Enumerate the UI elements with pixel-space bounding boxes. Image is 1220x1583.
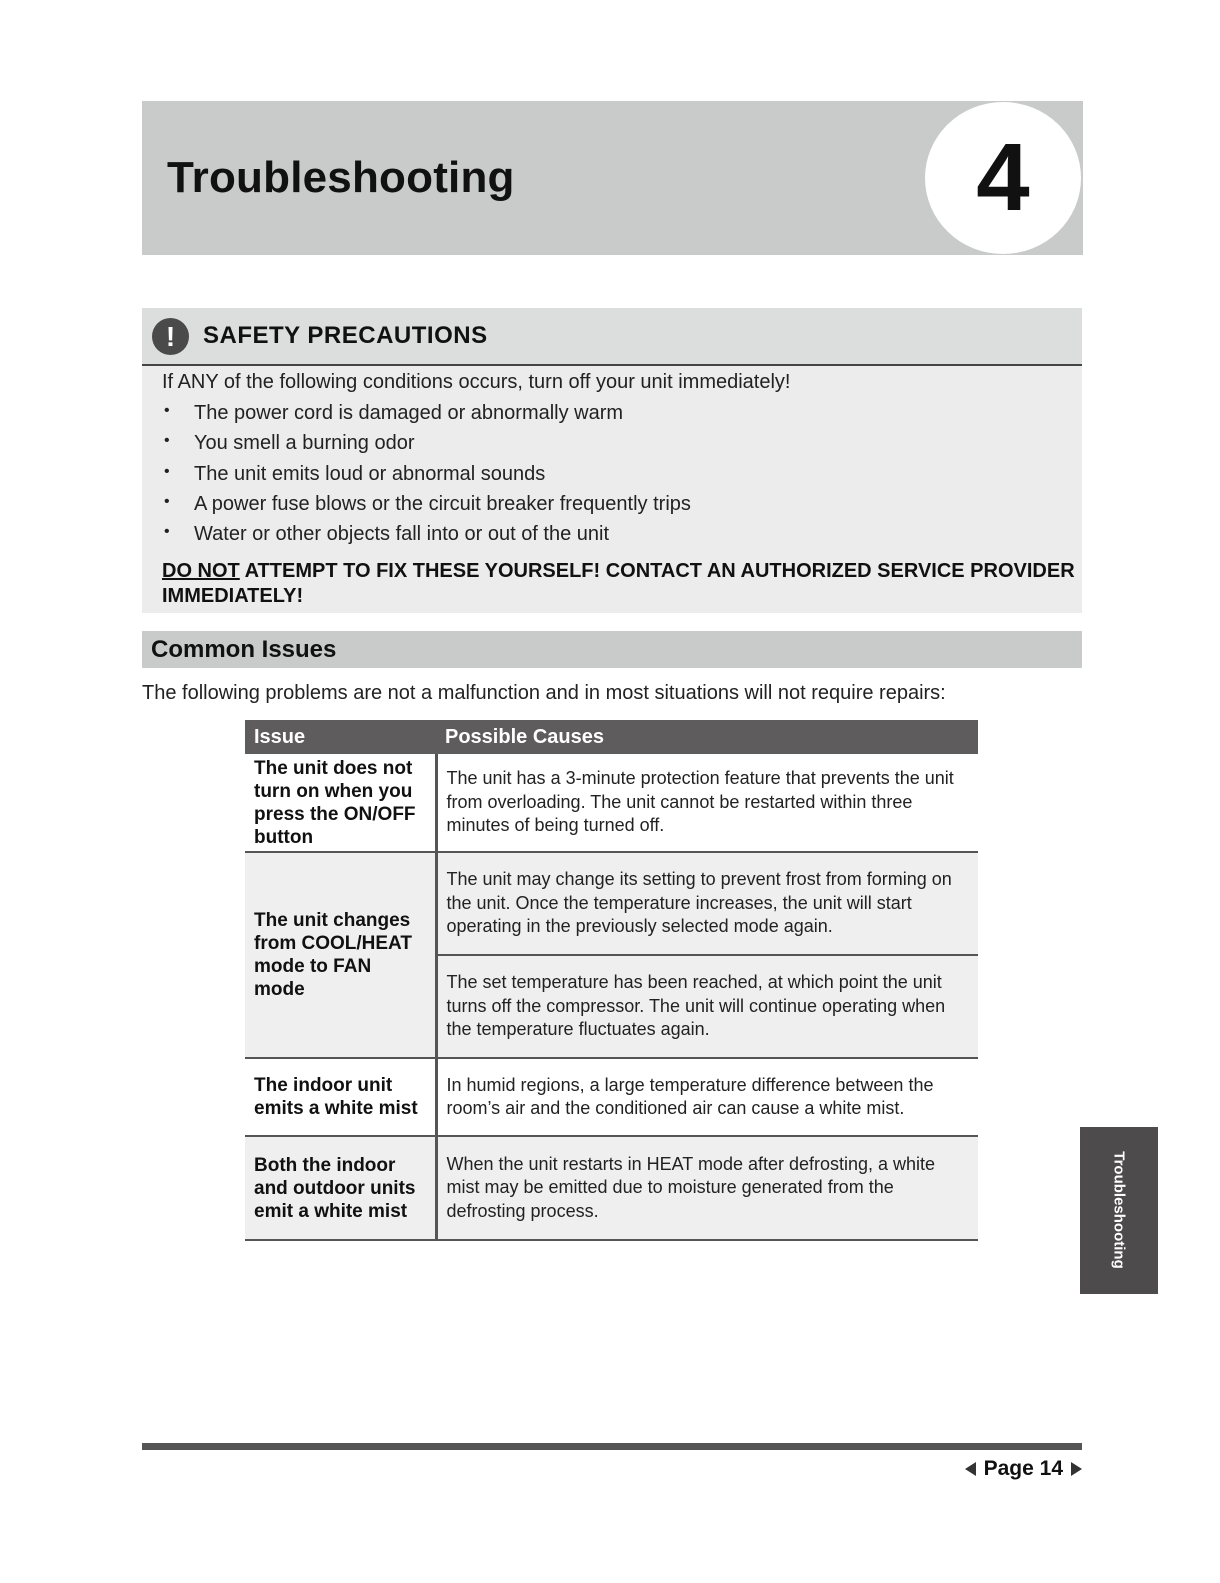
- safety-warning: [162, 559, 1082, 609]
- warning-do-not: DO NOT: [162, 560, 240, 582]
- table-row: [245, 1136, 978, 1240]
- safety-item-text: Water or other objects fall into or out of the unit: [194, 523, 610, 546]
- safety-intro: If ANY of the following conditions occurs, turn off your unit immediately!: [162, 371, 791, 393]
- exclamation-icon: !: [152, 318, 189, 355]
- table-header-row: [245, 720, 978, 754]
- warning-text: ATTEMPT TO FIX THESE YOURSELF! CONTACT AN AUTHORIZED SERVICE PROVIDER IMMEDIATELY!: [162, 560, 1075, 607]
- bullet-icon: •: [164, 462, 170, 480]
- previous-page-icon[interactable]: [965, 1462, 976, 1476]
- bullet-icon: •: [164, 432, 170, 450]
- table-row: [245, 754, 978, 852]
- safety-list: [162, 402, 691, 553]
- safety-item-text: You smell a burning odor: [194, 432, 415, 455]
- bullet-icon: •: [164, 492, 170, 510]
- safety-list-item: [162, 463, 691, 493]
- safety-list-item: [162, 523, 691, 553]
- cause-cell: The set temperature has been reached, at which point the unit turns off the compressor. The unit will continue operating when the temperature fluctuates again.: [436, 955, 978, 1058]
- next-page-icon[interactable]: [1071, 1462, 1082, 1476]
- footer-rule: [142, 1443, 1082, 1450]
- issue-cell: The unit changes from COOL/HEAT mode to FAN mode: [245, 852, 436, 1058]
- cause-cell: When the unit restarts in HEAT mode after defrosting, a white mist may be emitted due to moisture generated from the defrosting process.: [436, 1136, 978, 1240]
- safety-list-item: [162, 402, 691, 432]
- chapter-title: Troubleshooting: [167, 153, 515, 202]
- bullet-icon: •: [164, 402, 170, 419]
- issues-table: [245, 720, 978, 1241]
- cause-cell: The unit may change its setting to prevent frost from forming on the unit. Once the temperature increases, the unit will start operating in the previously selected mode again.: [436, 852, 978, 955]
- table-row: [245, 1058, 978, 1136]
- safety-item-text: The unit emits loud or abnormal sounds: [194, 462, 546, 485]
- table-row: [245, 852, 978, 955]
- issue-cell: The unit does not turn on when you press the ON/OFF button: [245, 754, 436, 852]
- safety-title: SAFETY PRECAUTIONS: [203, 322, 488, 349]
- common-issues-intro: The following problems are not a malfunction and in most situations will not require repairs:: [142, 682, 946, 704]
- page-number: Page 14: [983, 1457, 1063, 1480]
- column-header-causes: Possible Causes: [436, 720, 978, 754]
- issue-cell: Both the indoor and outdoor units emit a white mist: [245, 1136, 436, 1240]
- issue-cell: The indoor unit emits a white mist: [245, 1058, 436, 1136]
- chapter-number: 4: [976, 124, 1030, 231]
- side-tab-label: Troubleshooting: [1110, 1151, 1128, 1269]
- side-tab-troubleshooting[interactable]: [1080, 1127, 1158, 1294]
- cause-cell: In humid regions, a large temperature difference between the room’s air and the conditioned air can cause a white mist.: [436, 1058, 978, 1136]
- safety-header: [142, 308, 1082, 366]
- safety-list-item: [162, 493, 691, 523]
- safety-precautions-box: [142, 308, 1082, 613]
- safety-list-item: [162, 432, 691, 462]
- page-nav: [965, 1457, 1082, 1481]
- common-issues-header: [142, 631, 1082, 668]
- safety-item-text: The power cord is damaged or abnormally warm: [194, 402, 624, 424]
- chapter-banner: [142, 101, 1083, 255]
- safety-item-text: A power fuse blows or the circuit breaker frequently trips: [194, 492, 691, 515]
- section-title: Common Issues: [151, 636, 337, 663]
- chapter-number-badge: [925, 102, 1081, 254]
- column-header-issue: Issue: [245, 720, 436, 754]
- cause-cell: The unit has a 3-minute protection feature that prevents the unit from overloading. The unit cannot be restarted within three minutes of being turned off.: [436, 754, 978, 852]
- bullet-icon: •: [164, 523, 170, 541]
